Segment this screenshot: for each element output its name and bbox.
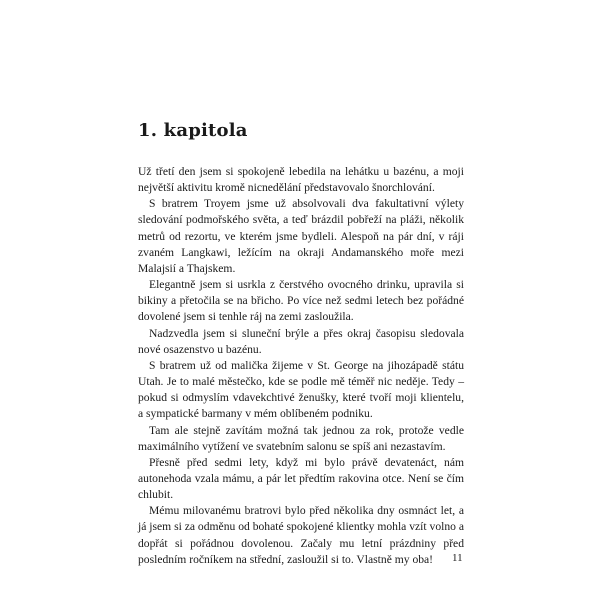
chapter-body xyxy=(138,164,464,568)
chapter-title: 1. kapitola xyxy=(138,120,248,141)
paragraph: Nadzvedla jsem si sluneční brýle a přes okraj časopisu sledovala nové osazenstvo u bazénu. xyxy=(138,326,464,356)
paragraph: Už třetí den jsem si spokojeně lebedila na lehátku u bazénu, a moji největší aktivitu kromě nicnedělání představovalo šnorchlování. xyxy=(138,165,464,195)
paragraph: Mému milovanému bratrovi bylo před několika dny osmnáct let, a já jsem si za odměnu od bohaté spokojené klientky mohla vzít volno a dopřát si pořádnou dovolenou. Začaly mu letní prázdniny před posledním ročníkem na střední, zasloužil si to. Vlastně my oba! xyxy=(138,504,464,566)
paragraph: Přesně před sedmi lety, když mi bylo právě devatenáct, nám autonehoda vzala mámu, a pár let předtím rakovina otce. Není se čím chlubit. xyxy=(138,455,464,502)
paragraph: S bratrem už od malička žijeme v St. George na jihozápadě státu Utah. Je to malé městečko, kde se podle mě téměř nic neděje. Tedy – pokud si odmyslím vdavekchtivé ženušky, které tvoří moji klientelu, a sympatické barmany v mém oblíbeném podniku. xyxy=(138,358,464,421)
page-number: 11 xyxy=(452,552,463,564)
paragraph: Elegantně jsem si usrkla z čerstvého ovocného drinku, upravila si bikiny a přetočila se na břicho. Po více než sedmi letech bez pořádné dovolené jsem si tenhle ráj na zemi zasloužila. xyxy=(138,278,464,324)
paragraph: S bratrem Troyem jsme už absolvovali dva fakultativní výlety sledování podmořského světa, a teď brázdil pobřeží na pláži, několik metrů od rezortu, ve kterém jsme bydleli. Alespoň na pár dní, v ráji zvaném Langkawi, ležícím na okraji Andamanského moře mezi Malajsií a Thajskem. xyxy=(138,197,464,275)
paragraph: Tam ale stejně zavítám možná tak jednou za rok, protože vedle maximálního vytížení ve svatebním salonu se spíš ani nezastavím. xyxy=(138,423,464,453)
